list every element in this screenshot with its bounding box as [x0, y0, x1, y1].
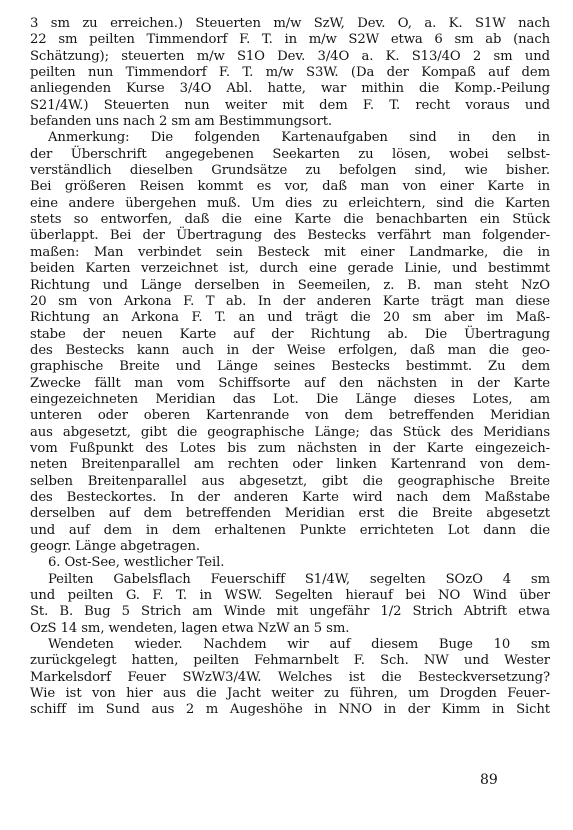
text-line: Richtung an Arkona F. T. an und trägt die 20 sm aber im Maß-: [30, 310, 550, 326]
text-line: maßen: Man verbindet sein Besteck mit einer Landmarke, die in: [30, 244, 550, 260]
text-line: eine andere übergehen muß. Um dies zu erleichtern, sind die Karten: [30, 195, 550, 211]
body-text: [30, 16, 550, 719]
text-line: selben Breitenparallel aus abgesetzt, gibt die geographische Breite: [30, 473, 550, 489]
section-heading: 6. Ost-See, westlicher Teil.: [48, 555, 225, 571]
text-line: Wie ist von hier aus die Jacht weiter zu führen, um Drogden Feuer-: [30, 686, 550, 702]
text-line: derselben auf dem betreffenden Meridian erst die Breite abgesetzt: [30, 506, 550, 522]
text-line: 3 sm zu erreichen.) Steuerten m/w SzW, Dev. O, a. K. S1W nach: [30, 16, 550, 31]
text-line: neten Breitenparallel am rechten oder linken Kartenrand von dem-: [30, 457, 550, 473]
text-line: Peilten Gabelsflach Feuerschiff S1/4W, segelten SOzO 4 sm: [48, 571, 550, 587]
text-line: Bei größeren Reisen kommt es vor, daß man von einer Karte in: [30, 179, 550, 195]
text-line: stets so entworfen, daß die eine Karte die benachbarten ein Stück: [30, 212, 550, 228]
text-line: und auf dem in dem erhaltenen Punkte errichteten Lot dann die: [30, 522, 550, 538]
text-line: peilten nun Timmendorf F. T. m/w S3W. (Da der Kompaß auf dem: [30, 65, 550, 81]
text-line: des Bestecks kann auch in der Weise erfolgen, daß man die geo-: [30, 342, 550, 358]
text-line: unteren oder oberen Kartenrande von dem betreffenden Meridian: [30, 408, 550, 424]
text-line: schiff im Sund aus 2 m Augeshöhe in NNO in der Kimm in Sicht: [30, 702, 550, 718]
text-line: verständlich dieselben Grundsätze zu befolgen sind, wie bisher.: [30, 163, 550, 179]
text-line: überlappt. Bei der Übertragung des Bestecks verfährt man folgender-: [30, 228, 550, 244]
text-line: Schätzung); steuerten m/w S1O Dev. 3/4O a. K. S13/4O 2 sm und: [30, 48, 550, 64]
text-line: befanden uns nach 2 sm am Bestimmungsort.: [30, 114, 333, 130]
text-line: eingezeichneten Meridian das Lot. Die Länge dieses Lotes, am: [30, 391, 550, 407]
page-number: 89: [480, 772, 498, 788]
text-line: S21/4W.) Steuerten nun weiter mit dem F. T. recht voraus und: [30, 97, 550, 113]
text-line: Markelsdorf Feuer SWzW3/4W. Welches ist die Besteckversetzung?: [30, 669, 550, 685]
text-line: geogr. Länge abgetragen.: [30, 539, 200, 554]
text-line: anliegenden Kurse 3/4O Abl. hatte, war mithin die Komp.-Peilung: [30, 81, 550, 97]
text-line: Richtung und Länge derselben in Seemeilen, z. B. man steht NzO: [30, 277, 550, 293]
text-line: stabe der neuen Karte auf der Richtung ab. Die Übertragung: [30, 326, 550, 342]
text-line: aus abgesetzt, gibt die geographische Länge; das Stück des Meridians: [30, 424, 550, 440]
text-line: OzS 14 sm, wendeten, lagen etwa NzW an 5 sm.: [30, 620, 350, 636]
text-line: zurückgelegt hatten, peilten Fehmarnbelt F. Sch. NW und Wester: [30, 653, 550, 669]
text-line: des Besteckortes. In der anderen Karte wird nach dem Maßstabe: [30, 489, 550, 505]
text-line: der Überschrift angegebenen Seekarten zu lösen, wobei selbst-: [30, 146, 550, 162]
text-line: graphische Breite und Länge seines Bestecks bestimmt. Zu dem: [30, 359, 550, 375]
anmerkung-line: Anmerkung: Die folgenden Kartenaufgaben sind in den in: [48, 130, 550, 146]
text-line: beiden Karten verzeichnet ist, durch eine gerade Linie, und bestimmt: [30, 261, 550, 277]
text-line: vom Fußpunkt des Lotes bis zum nächsten in der Karte eingezeich-: [30, 440, 550, 456]
text-line: 20 sm von Arkona F. T ab. In der anderen Karte trägt man diese: [30, 293, 550, 309]
text-line: Wendeten wieder. Nachdem wir auf diesem Buge 10 sm: [48, 637, 550, 653]
text-line: und peilten G. F. T. in WSW. Segelten hierauf bei NO Wind über: [30, 588, 550, 604]
text-line: 22 sm peilten Timmendorf F. T. in m/w S2W etwa 6 sm ab (nach: [30, 32, 550, 48]
text-line: St. B. Bug 5 Strich am Winde mit ungefähr 1/2 Strich Abtrift etwa: [30, 604, 550, 620]
text-line: Zwecke fällt man vom Schiffsorte auf den nächsten in der Karte: [30, 375, 550, 391]
